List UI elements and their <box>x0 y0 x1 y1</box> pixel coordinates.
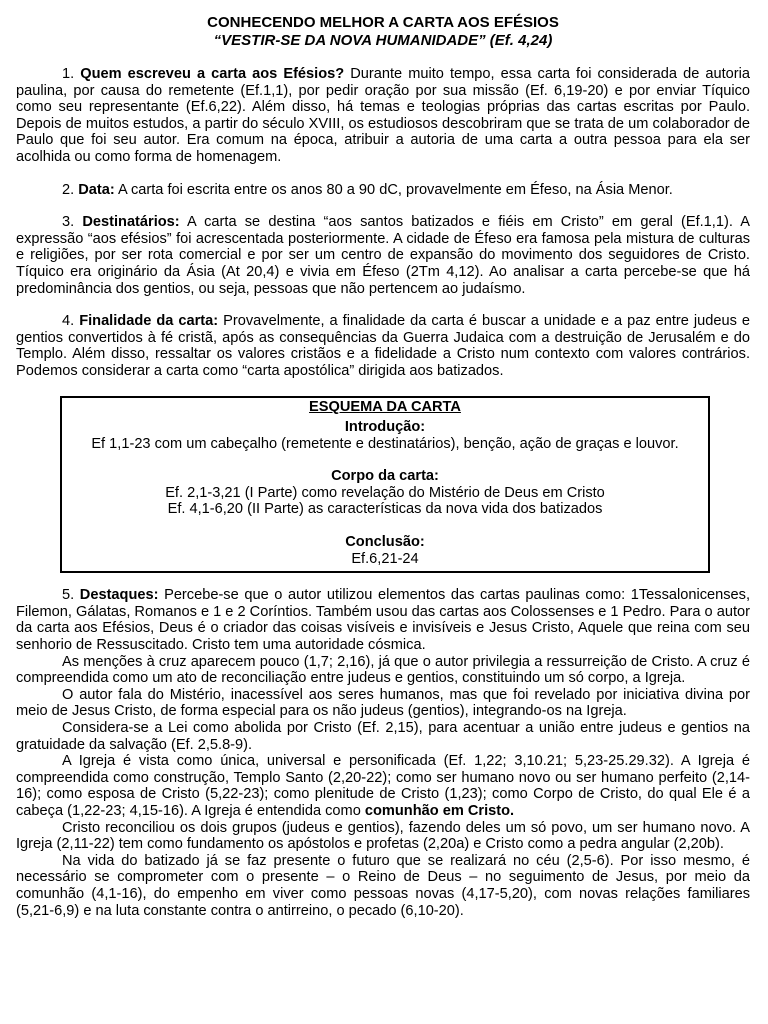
document-page <box>16 14 750 919</box>
outline-title: ESQUEMA DA CARTA <box>309 398 461 415</box>
section-highlights <box>16 587 750 653</box>
paragraph-baptized: Na vida do batizado já se faz presente o futuro que se realizará no céu (2,5-6). Por isso mesmo, é necessário se comprometer com o presente – o Reino de Deus – no seguimento de Jesus, por meio da comunhão (4,1-16), do empenho em viver como pessoas novas (4,17-5,20), com novas relações familiares (5,21-6,9) e na luta constante contra o antirreino, o pecado (6,10-20). <box>16 852 750 919</box>
section-date <box>16 182 750 199</box>
paragraph-cross: As menções à cruz aparecem pouco (1,7; 2,16), já que o autor privilegia a ressurreição de Cristo. A cruz é compreendida como um ato de reconciliação entre judeus e gentios, constituindo um só corpo, a Igreja. <box>16 653 750 687</box>
paragraph-reconciliation: Cristo reconciliou os dois grupos (judeus e gentios), fazendo deles um só povo, um ser humano novo. A Igreja (2,11-22) tem como fundamento os apóstolos e profetas (2,20a) e Cristo como a pedra angular (2,20b). <box>16 819 750 853</box>
section-recipients <box>16 214 750 297</box>
page-title: CONHECENDO MELHOR A CARTA AOS EFÉSIOS <box>207 14 559 31</box>
outline-conclusion-heading: Conclusão: <box>345 534 425 551</box>
outline-body-line-2: Ef. 4,1-6,20 (II Parte) as características da nova vida dos batizados <box>167 501 603 518</box>
paragraph-church-text: A Igreja é vista como única, universal e personificada (Ef. 1,22; 3,10.21; 5,23-25.29.32). A Igreja é compreendida como construção, Templo Santo (2,20-22); como ser humano novo ou ser humano perfeito (2,14-16); como esposa de Cristo (5,22-23); como plenitude de Cristo (1,23); como Corpo de Cristo, do qual Ele é a cabeça (1,22-23; 4,15-16). A Igreja é entendida como <box>16 753 750 819</box>
section-text: A carta se destina “aos santos batizados e fiéis em Cristo” em geral (Ef.1,1). A expressão “aos efésios” foi acrescentada posteriormente. A cidade de Éfeso era famosa pela mistura de culturas e religiões, por ser rota comercial e por ser um centro de expansão do movimento dos seguidores de Cristo. Tíquico era originário da Ásia (At 20,4) e vivia em Éfeso (2Tm 4,12). Ao analisar a carta percebe-se que há predominância dos gentios, ou seja, pessoas que não pertencem ao judaísmo. <box>16 214 750 297</box>
page-subtitle: “VESTIR-SE DA NOVA HUMANIDADE” (Ef. 4,24) <box>213 32 553 49</box>
paragraph-mystery: O autor fala do Mistério, inacessível aos seres humanos, mas que foi revelado por iniciativa divina por meio de Jesus Cristo, de forma especial para os não judeus (gentios), integrando-os na Igreja. <box>16 686 750 720</box>
paragraph-church <box>16 753 750 819</box>
section-number: 2. <box>62 181 79 198</box>
paragraph-church-emphasis: comunhão em Cristo. <box>364 802 515 819</box>
outline-intro-heading: Introdução: <box>344 419 426 436</box>
section-number: 1. <box>62 66 81 82</box>
section-number: 4. <box>62 313 80 330</box>
section-heading: Finalidade da carta: <box>79 313 219 330</box>
section-text: Percebe-se que o autor utilizou elementos das cartas paulinas como: 1Tessalonicenses, Filemon, Gálatas, Romanos e 1 e 2 Coríntios. Também usou das cartas aos Colossenses e 1 Pedro. Para o autor da carta aos Efésios, Deus é o criador das coisas visíveis e invisíveis e Jesus Cristo, Aquele que reina com seu senhorio de Ressuscitado. Cristo tem uma autoridade cósmica. <box>16 587 750 654</box>
section-text: A carta foi escrita entre os anos 80 a 90 dC, provavelmente em Éfeso, na Ásia Menor. <box>114 181 673 198</box>
section-heading: Quem escreveu a carta aos Efésios? <box>80 66 345 82</box>
outline-box <box>60 396 710 574</box>
section-purpose <box>16 313 750 379</box>
section-text: Provavelmente, a finalidade da carta é buscar a unidade e a paz entre judeus e gentios convertidos à fé cristã, após as consequências da Guerra Judaica com a destruição de Jerusalém e do Templo. Além disso, ressaltar os valores cristãos e a fidelidade a Cristo num contexto com valores contrários. Podemos considerar a carta como “carta apostólica” dirigida aos batizados. <box>16 313 751 379</box>
section-number: 3. <box>62 214 83 231</box>
section-text: Durante muito tempo, essa carta foi considerada de autoria paulina, por causa do remetente (Ef.1,1), por pedir oração por sua missão (Ef. 6,19-20) e por enviar Tíquico como seu representante (Ef.6,22). Além disso, há temas e teologias próprias das cartas escritas por Paulo. Depois de muitos estudos, a partir do século XVIII, os estudiosos descobriram que se trata de um colaborador de Paulo que foi seu autor. Era comum na época, atribuir a autoria de uma carta a outra pessoa para ela ser acolhida ou como forma de homenagem. <box>16 66 750 165</box>
section-number: 5. <box>62 587 80 604</box>
document-header <box>16 14 750 50</box>
section-heading: Data: <box>78 181 115 198</box>
paragraph-law: Considera-se a Lei como abolida por Cristo (Ef. 2,15), para acentuar a união entre judeus e gentios na gratuidade da salvação (Ef. 2,5.8-9). <box>16 720 750 753</box>
outline-body-line-1: Ef. 2,1-3,21 (I Parte) como revelação do Mistério de Deus em Cristo <box>165 484 605 501</box>
outline-conclusion-text: Ef.6,21-24 <box>351 550 419 567</box>
outline-intro-text: Ef 1,1-23 com um cabeçalho (remetente e destinatários), benção, ação de graças e louvor. <box>91 435 679 452</box>
section-heading: Destaques: <box>79 587 159 604</box>
section-heading: Destinatários: <box>82 214 180 231</box>
outline-body-heading: Corpo da carta: <box>331 468 439 485</box>
section-authorship <box>16 66 750 166</box>
